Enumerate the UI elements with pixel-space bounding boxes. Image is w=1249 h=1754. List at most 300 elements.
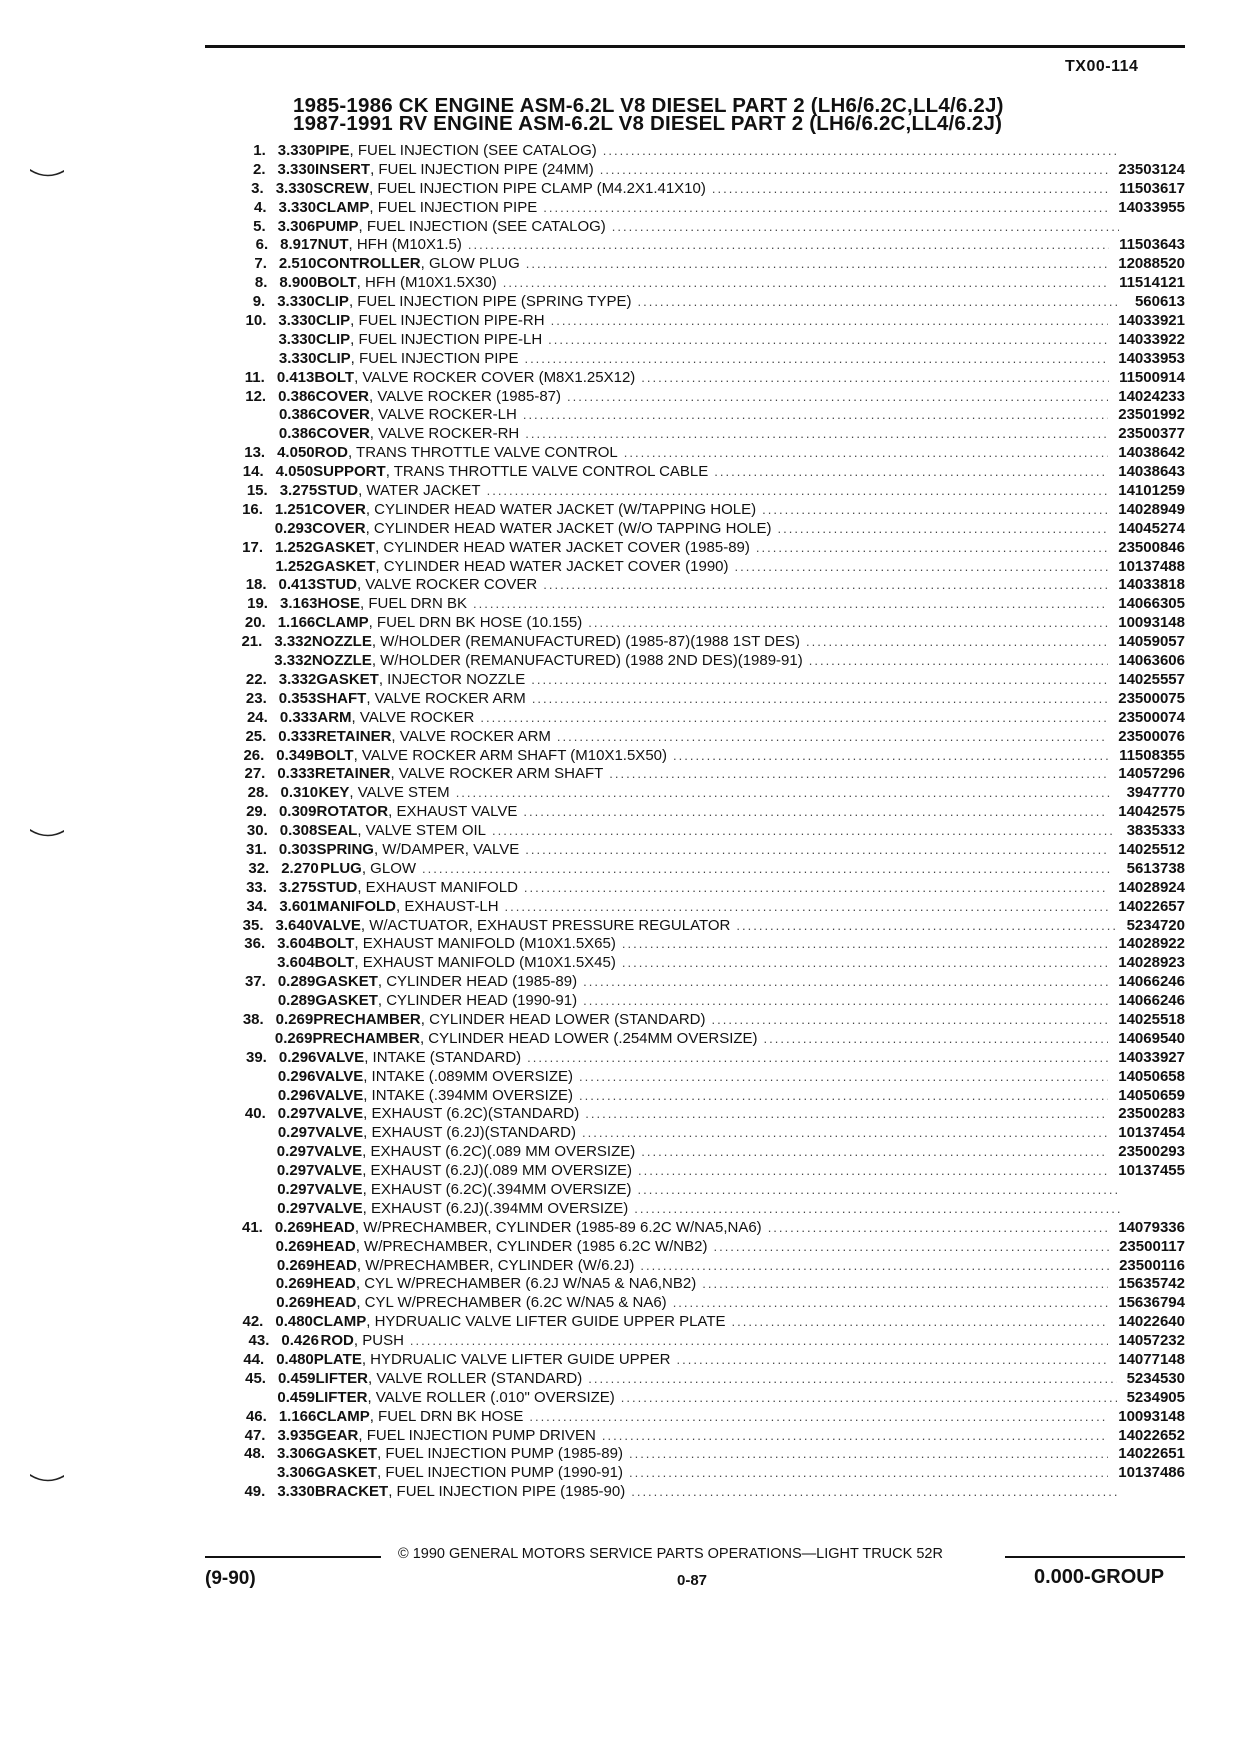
item-number: 20. (244, 614, 266, 632)
part-detail: , W/HOLDER (REMANUFACTURED) (1985-87)(1988 1ST DES) (371, 633, 801, 651)
part-name: PUMP (315, 217, 359, 235)
part-name: BOLT (316, 274, 357, 292)
dot-leader (422, 860, 1111, 879)
part-name: HEAD (312, 1218, 355, 1236)
parts-list-row (240, 1030, 1185, 1049)
part-name: ROTATOR (316, 803, 389, 821)
group-number: 3.604 (277, 935, 315, 953)
group-number: 3.330 (277, 160, 316, 178)
part-number: 11503643 (1119, 236, 1185, 254)
part-description (315, 1068, 1118, 1087)
dot-leader (712, 180, 1109, 199)
part-name: LIFTER (314, 1388, 368, 1406)
part-name: CONTROLLER (316, 255, 421, 273)
parts-list-row (240, 973, 1185, 992)
punch-mark (30, 1473, 64, 1483)
part-detail: , CYLINDER HEAD WATER JACKET (W/O TAPPING HOLE) (365, 519, 772, 537)
dot-leader (736, 917, 1116, 936)
part-description (320, 860, 1121, 879)
group-number: 3.275 (279, 482, 318, 500)
part-description (314, 1162, 1118, 1181)
dot-leader (532, 690, 1108, 709)
dot-leader (523, 803, 1108, 822)
part-number: 23500283 (1118, 1105, 1185, 1123)
part-name: SHAFT (316, 689, 367, 707)
part-description (314, 369, 1119, 388)
dot-leader (588, 614, 1108, 633)
item-number: 45. (245, 1369, 266, 1387)
parts-list-row (240, 690, 1185, 709)
group-number: 0.480 (276, 1351, 314, 1368)
part-detail: , EXHAUST MANIFOLD (357, 878, 518, 896)
parts-list-row (240, 180, 1185, 199)
item-number: 10. (245, 312, 267, 330)
parts-list-row (240, 1105, 1185, 1124)
part-detail: , VALVE ROCKER (351, 708, 475, 726)
group-number: 0.296 (277, 1086, 316, 1104)
part-detail: , INTAKE (.394MM OVERSIZE) (363, 1086, 573, 1104)
part-detail: , FUEL INJECTION PUMP DRIVEN (358, 1426, 596, 1444)
group-number: 8.917 (280, 236, 318, 254)
part-detail: , EXHAUST (6.2J)(STANDARD) (363, 1124, 576, 1142)
parts-list-row (240, 312, 1185, 331)
part-name: GASKET (312, 538, 376, 556)
group-number: 0.269 (274, 1218, 313, 1236)
part-description (315, 1464, 1119, 1483)
part-detail: , HFH (M10X1.5X30) (356, 274, 497, 292)
part-detail: , W/PRECHAMBER, CYLINDER (W/6.2J) (356, 1256, 635, 1274)
part-detail: , FUEL INJECTION PUMP (1990-91) (377, 1464, 623, 1482)
dot-leader (487, 482, 1109, 501)
part-name: CLIP (316, 330, 351, 348)
item-number: 44. (243, 1351, 265, 1368)
dot-leader (631, 1483, 1120, 1502)
parts-list-row (240, 558, 1185, 577)
part-detail: , FUEL DRN BK HOSE (369, 1407, 524, 1425)
parts-list-row (240, 709, 1185, 728)
part-name: CLAMP (312, 1313, 367, 1331)
part-detail: , CYLINDER HEAD WATER JACKET (W/TAPPING HOLE) (365, 500, 757, 518)
group-number: 0.310 (280, 784, 319, 802)
part-detail: , W/PRECHAMBER, CYLINDER (1985-89 6.2C W/NA5,NA6) (354, 1218, 762, 1236)
part-number: 12088520 (1118, 255, 1185, 273)
dot-leader (732, 1313, 1109, 1332)
part-description (315, 218, 1129, 237)
parts-list-row (240, 1049, 1185, 1068)
parts-list-row (240, 860, 1185, 879)
part-number: 14066305 (1118, 595, 1185, 613)
dot-leader (806, 633, 1108, 652)
part-name: PLUG (320, 859, 362, 877)
part-name: COVER (312, 519, 366, 537)
parts-list-row (240, 1427, 1185, 1446)
part-description (313, 180, 1119, 199)
part-detail: , VALVE ROCKER-RH (369, 425, 520, 443)
part-detail: , EXHAUST (6.2J)(.089 MM OVERSIZE) (362, 1162, 632, 1180)
part-name: HEAD (313, 1237, 356, 1255)
part-description (316, 312, 1118, 331)
group-number: 0.297 (276, 1162, 315, 1180)
part-number: 14028922 (1118, 935, 1185, 953)
parts-list-row (240, 803, 1185, 822)
dot-leader (640, 1257, 1109, 1276)
part-description (312, 1219, 1118, 1238)
part-description (316, 331, 1118, 350)
dot-leader (585, 1105, 1108, 1124)
dot-leader (762, 501, 1108, 520)
group-number: 0.353 (278, 689, 317, 707)
group-number: 3.332 (274, 652, 312, 670)
parts-list-row (240, 1238, 1185, 1257)
item-number: 6. (255, 236, 269, 254)
part-name: PRECHAMBER (313, 1010, 421, 1028)
part-number: 14033922 (1118, 330, 1185, 348)
parts-list-row (240, 369, 1185, 388)
parts-list-row (240, 822, 1185, 841)
part-description (315, 1105, 1118, 1124)
group-number: 0.297 (277, 1180, 315, 1198)
dot-leader (579, 1068, 1108, 1087)
parts-list-row (240, 1124, 1185, 1143)
part-number: 11508355 (1119, 746, 1185, 764)
group-number: 0.386 (278, 387, 316, 405)
part-number: 5234905 (1126, 1388, 1185, 1406)
item-number: 9. (252, 293, 266, 311)
part-number: 14101259 (1118, 482, 1185, 500)
part-number: 14063606 (1118, 652, 1185, 670)
part-detail: , FUEL INJECTION PIPE-RH (350, 312, 545, 330)
group-number: 3.275 (278, 878, 317, 896)
part-name: SUPPORT (313, 463, 386, 481)
parts-list-row (240, 633, 1185, 652)
group-number: 3.640 (275, 916, 314, 934)
part-number: 23503124 (1118, 160, 1185, 178)
part-description (313, 1238, 1119, 1257)
part-number: 23500117 (1119, 1237, 1185, 1255)
item-number: 29. (246, 803, 267, 821)
group-number: 3.330 (278, 312, 316, 330)
part-description (315, 1427, 1118, 1446)
part-name: SCREW (313, 179, 370, 197)
dot-leader (764, 1030, 1109, 1049)
item-number: 19. (247, 595, 268, 613)
punch-mark (30, 168, 64, 178)
part-name: GASKET (312, 557, 376, 575)
part-number: 23500377 (1118, 425, 1185, 443)
group-number: 4.050 (275, 463, 314, 481)
part-name: NUT (317, 236, 349, 254)
dot-leader (410, 1332, 1108, 1351)
part-description (313, 1313, 1118, 1332)
part-description (317, 482, 1118, 501)
item-number: 21. (241, 633, 263, 651)
dot-leader (702, 1275, 1108, 1294)
group-number: 3.601 (279, 897, 317, 915)
part-number: 14025518 (1118, 1010, 1185, 1028)
part-name: VALVE (314, 1180, 363, 1198)
part-number: 23500076 (1118, 727, 1185, 745)
item-number: 39. (246, 1048, 267, 1066)
part-description (316, 576, 1118, 595)
part-detail: , FUEL INJECTION PIPE (24MM) (370, 160, 594, 178)
part-name: BOLT (314, 368, 355, 386)
parts-list-row (240, 879, 1185, 898)
parts-list-row (240, 652, 1185, 671)
dot-leader (551, 312, 1109, 331)
part-detail: , GLOW (361, 859, 417, 877)
part-name: ARM (317, 708, 352, 726)
parts-list-row (240, 1313, 1185, 1332)
part-description (314, 1294, 1118, 1313)
part-detail: , CYLINDER HEAD LOWER (.254MM OVERSIZE) (419, 1029, 758, 1047)
part-description (312, 520, 1118, 539)
part-name: COVER (312, 500, 366, 518)
part-detail: , WATER JACKET (358, 482, 481, 500)
dot-leader (641, 369, 1109, 388)
part-name: VALVE (314, 1162, 363, 1180)
part-name: VALVE (313, 916, 361, 934)
copyright-notice: © 1990 GENERAL MOTORS SERVICE PARTS OPERATIONS—LIGHT TRUCK 52R (398, 1546, 943, 1562)
part-description (319, 784, 1123, 803)
part-description (316, 255, 1118, 274)
parts-list-row (240, 1370, 1185, 1389)
part-number: 10137488 (1118, 557, 1185, 575)
part-description (316, 671, 1118, 690)
dot-leader (809, 652, 1109, 671)
part-name: VALVE (314, 1143, 363, 1161)
part-name: SEAL (317, 822, 358, 840)
part-description (315, 444, 1119, 463)
part-detail: , CYL W/PRECHAMBER (6.2J W/NA5 & NA6,NB2) (355, 1275, 697, 1293)
item-number: 43. (248, 1332, 270, 1350)
group-number: 0.459 (277, 1369, 316, 1387)
parts-list-row (240, 898, 1185, 917)
part-name: LIFTER (315, 1369, 369, 1387)
part-number: 11503617 (1119, 179, 1185, 197)
dot-leader (777, 520, 1108, 539)
item-number: 28. (247, 784, 269, 802)
part-detail: , CYL W/PRECHAMBER (6.2C W/NA5 & NA6) (356, 1294, 667, 1312)
item-number: 13. (244, 444, 266, 462)
dot-leader (543, 576, 1108, 595)
part-description (313, 539, 1119, 558)
group-number: 0.413 (278, 576, 317, 594)
part-description (316, 1370, 1127, 1389)
parts-list-row (240, 218, 1185, 237)
parts-list-row (240, 1087, 1185, 1106)
part-name: RETAINER (315, 727, 392, 745)
part-number: 5234530 (1126, 1369, 1185, 1387)
group-number: 0.309 (278, 803, 317, 821)
part-number: 14022652 (1118, 1426, 1185, 1444)
item-number: 30. (246, 822, 268, 840)
part-description (314, 1143, 1118, 1162)
part-name: HEAD (314, 1256, 357, 1274)
item-number: 24. (246, 708, 268, 726)
group-number: 1.252 (275, 538, 313, 556)
part-description (314, 747, 1119, 766)
part-detail: , VALVE STEM OIL (357, 822, 486, 840)
part-detail: , VALVE ROLLER (.010" OVERSIZE) (367, 1388, 615, 1406)
part-number: 23501992 (1118, 406, 1185, 424)
parts-list-row (240, 614, 1185, 633)
dot-leader (567, 388, 1108, 407)
part-name: HEAD (313, 1275, 356, 1293)
item-number: 3. (251, 179, 264, 197)
part-number: 23500846 (1118, 538, 1185, 556)
part-number: 14028949 (1118, 500, 1185, 518)
part-description (315, 142, 1129, 161)
group-number: 3.306 (277, 1464, 315, 1482)
part-name: COVER (315, 387, 369, 405)
part-number: 23500075 (1118, 689, 1185, 707)
parts-list-row (240, 1181, 1185, 1200)
item-number: 16. (242, 500, 263, 518)
part-name: VALVE (315, 1067, 364, 1085)
part-name: CLIP (316, 349, 351, 367)
part-number: 14079336 (1118, 1218, 1185, 1236)
part-description (317, 406, 1119, 425)
part-number: 14022651 (1118, 1445, 1185, 1463)
group-number: 3.332 (278, 670, 317, 688)
group-number: 3.330 (278, 198, 317, 216)
group-number: 0.303 (278, 840, 317, 858)
part-detail: , PUSH (353, 1332, 404, 1350)
part-description (315, 1087, 1118, 1106)
part-number: 14059057 (1118, 633, 1185, 651)
group-number: 3.604 (277, 954, 315, 972)
item-number: 33. (246, 878, 267, 896)
top-rule (205, 45, 1185, 48)
item-number: 48. (244, 1445, 265, 1463)
part-description (315, 293, 1130, 312)
group-number: 0.297 (276, 1143, 315, 1161)
part-number: 14033818 (1118, 576, 1185, 594)
group-number: 0.289 (277, 992, 316, 1010)
part-description (315, 1200, 1130, 1219)
part-description (313, 1275, 1118, 1294)
dot-leader (557, 728, 1108, 747)
part-description (313, 463, 1118, 482)
part-description (318, 236, 1119, 255)
group-number: 0.269 (275, 1237, 314, 1255)
parts-list-row (240, 1445, 1185, 1464)
part-name: COVER (316, 406, 370, 424)
part-name: STUD (317, 482, 359, 500)
part-detail: , INJECTOR NOZZLE (378, 670, 526, 688)
dot-leader (756, 539, 1108, 558)
part-number: 3835333 (1126, 822, 1185, 840)
part-number: 15635742 (1118, 1275, 1185, 1293)
dot-leader (677, 1351, 1109, 1370)
part-detail: , HYDRUALIC VALVE LIFTER GUIDE UPPER PLATE (366, 1313, 726, 1331)
parts-list-row (240, 539, 1185, 558)
item-number: 27. (244, 765, 266, 783)
item-number: 18. (245, 576, 267, 594)
part-detail: , FUEL INJECTION PIPE-LH (350, 330, 543, 348)
item-number: 42. (242, 1313, 264, 1331)
dot-leader (622, 954, 1108, 973)
item-number: 4. (254, 198, 267, 216)
dot-leader (712, 1011, 1109, 1030)
group-number: 3.330 (277, 142, 316, 159)
parts-list-row (240, 747, 1185, 766)
part-description (312, 652, 1118, 671)
group-number: 8.900 (279, 274, 317, 292)
part-description (315, 1124, 1118, 1143)
group-number: 3.306 (277, 217, 316, 235)
part-description (316, 199, 1118, 218)
parts-list-row (240, 388, 1185, 407)
part-number: 560613 (1134, 293, 1185, 311)
dot-leader (629, 1445, 1108, 1464)
part-description (318, 595, 1119, 614)
part-name: ROD (320, 1332, 354, 1350)
parts-list-row (240, 1294, 1185, 1313)
part-detail: , EXHAUST (6.2C)(.089 MM OVERSIZE) (362, 1143, 636, 1161)
group-number: 0.333 (279, 708, 318, 726)
part-name: VALVE (314, 1199, 363, 1217)
part-number: 23500116 (1119, 1256, 1185, 1274)
group-number: 2.270 (281, 859, 319, 877)
part-detail: , VALVE ROCKER ARM SHAFT (M10X1.5X50) (353, 746, 667, 764)
item-number: 23. (245, 689, 267, 707)
part-name: BOLT (314, 935, 355, 953)
part-detail: , EXHAUST MANIFOLD (M10X1.5X65) (354, 935, 616, 953)
parts-list-row (240, 841, 1185, 860)
group-number: 0.297 (277, 1124, 316, 1142)
part-detail: , FUEL INJECTION PIPE (SPRING TYPE) (348, 293, 632, 311)
dot-leader (543, 199, 1108, 218)
part-number: 23500293 (1118, 1143, 1185, 1161)
group-number: 3.330 (278, 349, 317, 367)
group-number: 0.459 (277, 1388, 315, 1406)
item-number: 46. (245, 1407, 267, 1425)
part-description (316, 728, 1118, 747)
parts-list-row (240, 1257, 1185, 1276)
item-number: 7. (254, 255, 267, 273)
part-description (321, 1332, 1119, 1351)
part-number: 14033927 (1118, 1048, 1185, 1066)
part-description (315, 954, 1119, 973)
part-detail: , VALVE ROCKER ARM SHAFT (390, 765, 604, 783)
parts-list-row (240, 463, 1185, 482)
part-detail: , EXHAUST (6.2C)(STANDARD) (363, 1105, 580, 1123)
part-number: 14077148 (1118, 1351, 1185, 1368)
part-description (316, 1049, 1118, 1068)
group-number: 1.252 (275, 557, 313, 575)
part-number: 14045274 (1118, 519, 1185, 537)
part-description (312, 1030, 1118, 1049)
part-description (315, 1389, 1127, 1408)
part-number: 14042575 (1118, 803, 1185, 821)
group-number: 0.333 (277, 765, 315, 783)
dot-leader (531, 671, 1108, 690)
part-name: HEAD (313, 1294, 357, 1312)
parts-list-row (240, 406, 1185, 425)
part-description (315, 614, 1118, 633)
part-detail: , VALVE ROCKER (1985-87) (368, 387, 562, 405)
parts-list-row (240, 954, 1185, 973)
part-description (314, 1351, 1118, 1370)
parts-list-row (240, 1200, 1185, 1219)
part-detail: , VALVE ROCKER ARM (366, 689, 526, 707)
part-detail: , GLOW PLUG (420, 255, 520, 273)
parts-list-row (240, 1464, 1185, 1483)
dot-leader (673, 1294, 1109, 1313)
part-description (314, 1257, 1119, 1276)
item-number: 17. (242, 538, 264, 556)
